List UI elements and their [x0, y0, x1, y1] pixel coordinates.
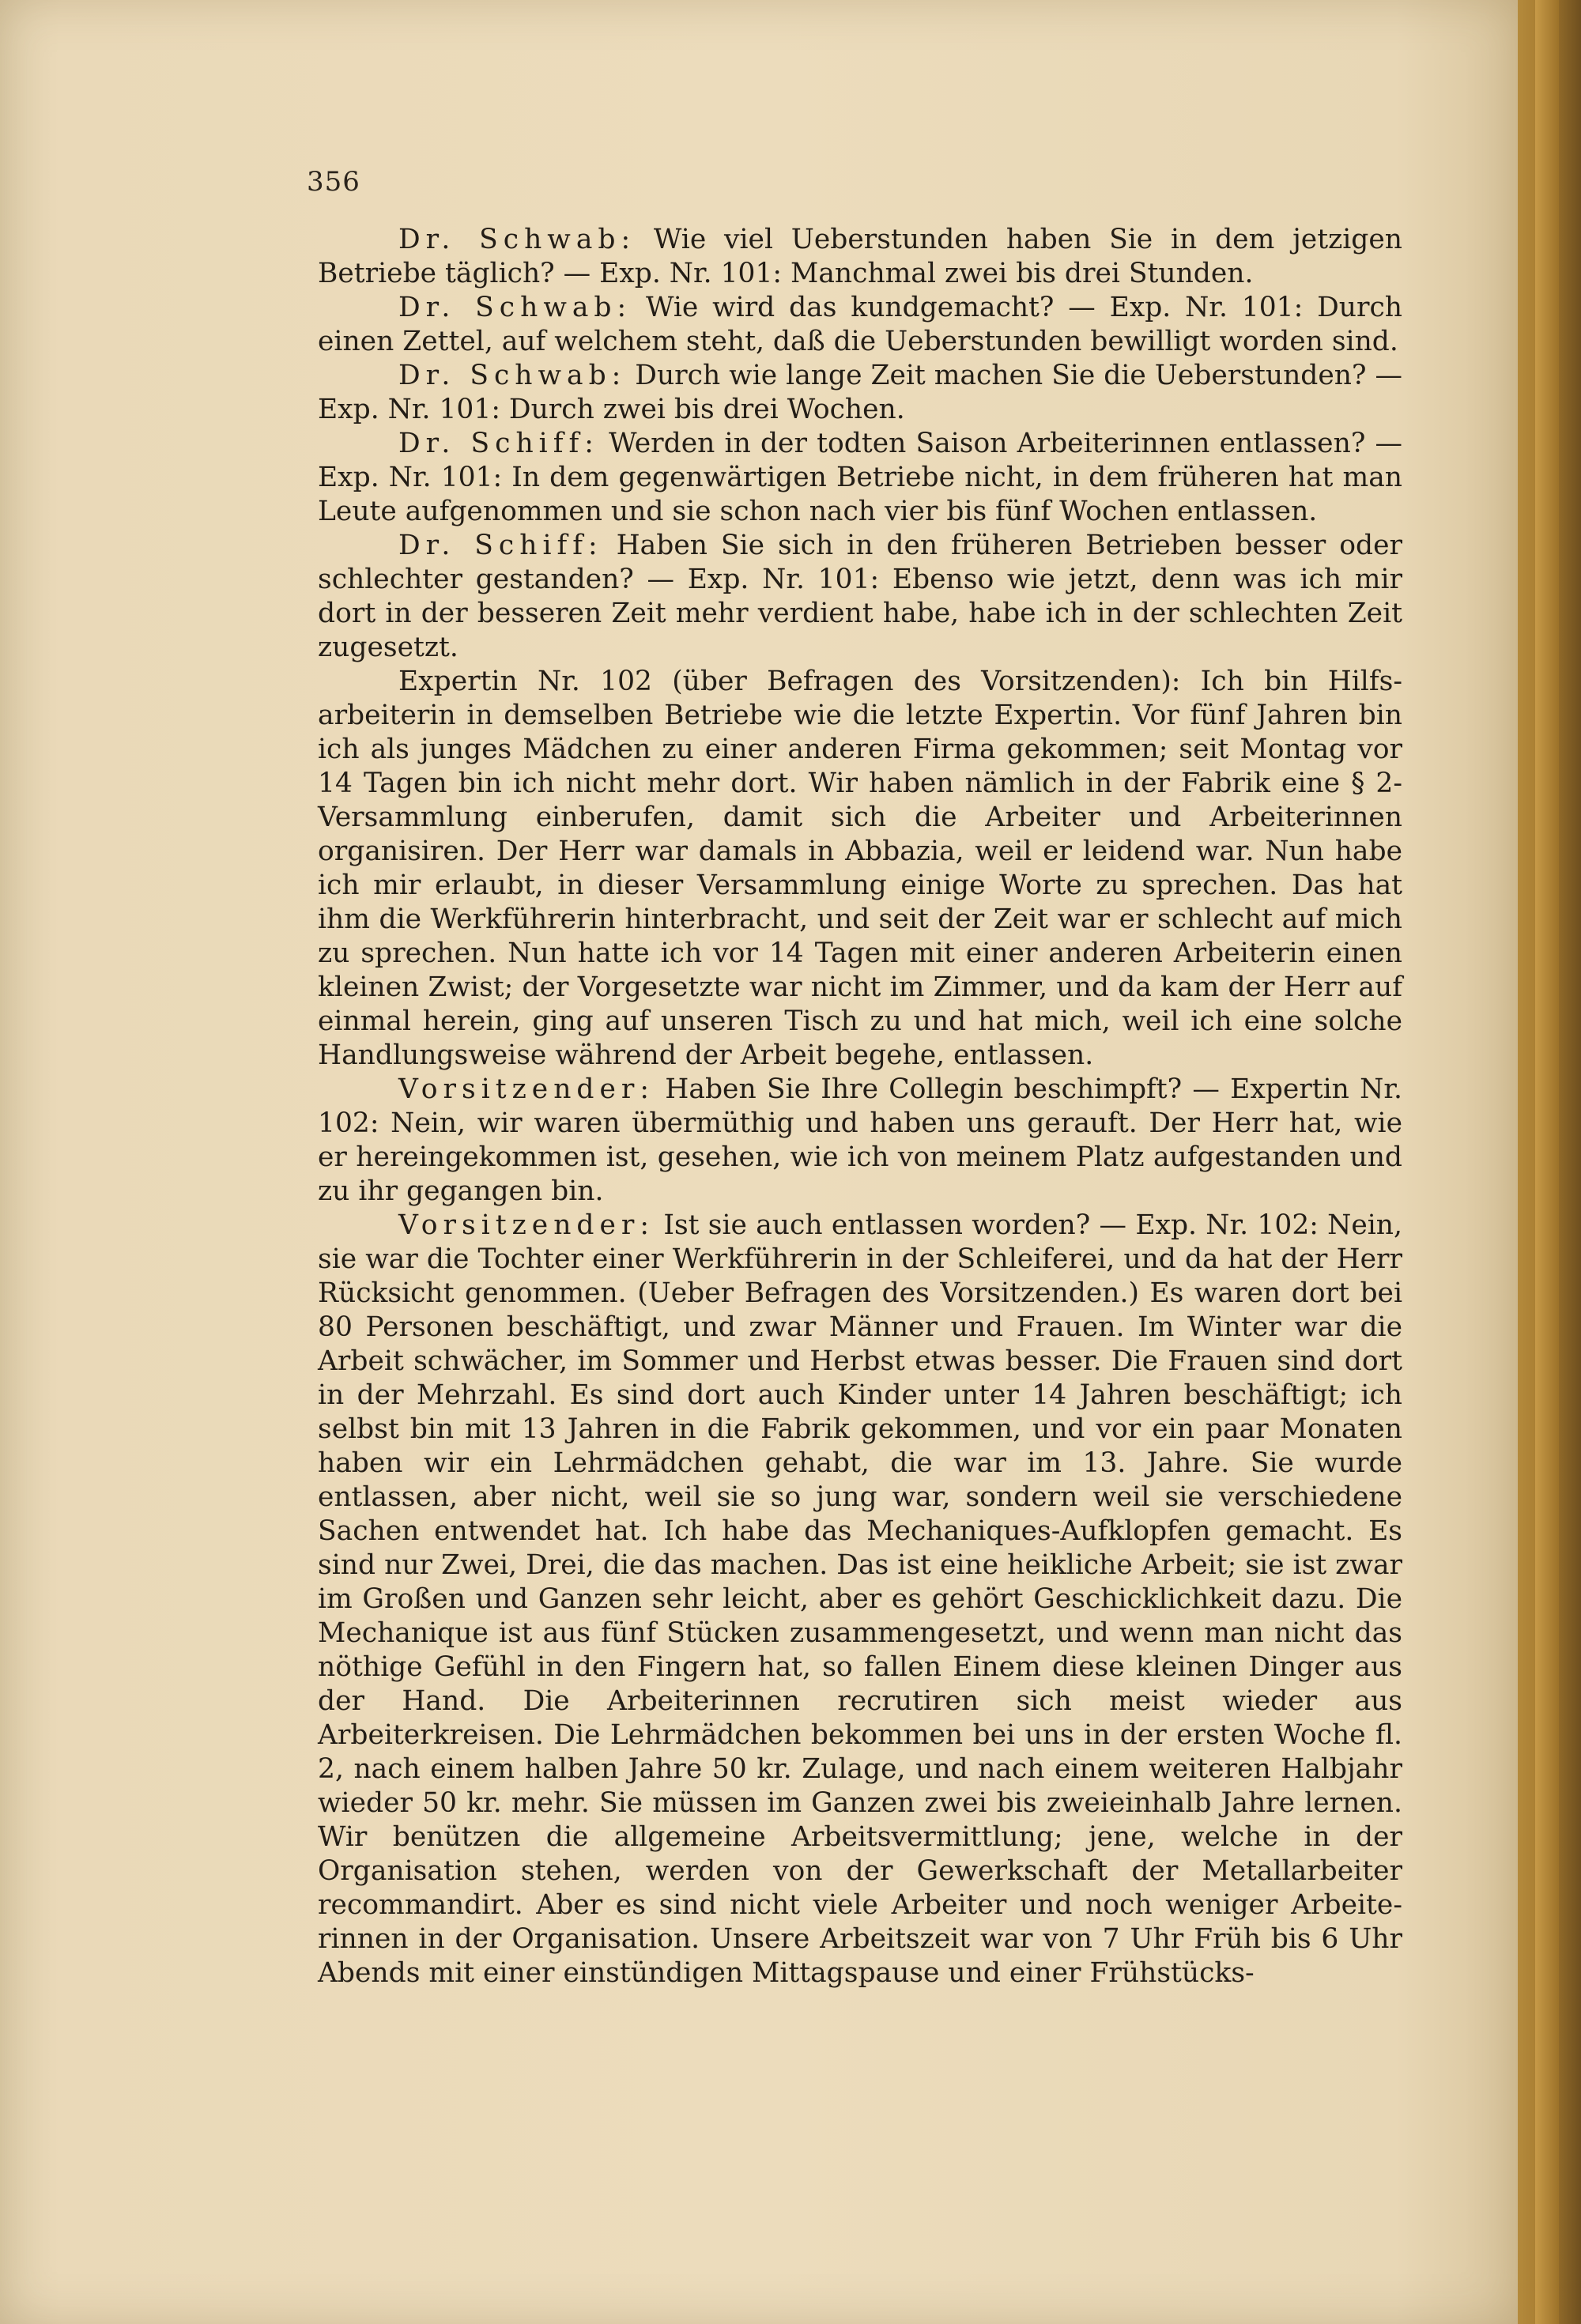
paragraph [318, 291, 1402, 359]
speaker-name: Dr. Schwab: [398, 360, 627, 391]
paragraph [318, 1073, 1402, 1209]
paragraph-text: Haben Sie sich in den früheren Betrieben besser oder schlechter gestanden? — Exp. Nr. 101: Ebenso wie jetzt, denn was ich mir dort in der besseren Zeit mehr verdient habe, habe ich in der schlechten Zeit zugesetzt. [318, 530, 1403, 663]
speaker-name: Dr. Schiff: [398, 530, 603, 561]
speaker-name: Vorsitzender: [398, 1209, 655, 1241]
paragraph-text: Haben Sie Ihre Collegin beschimpft? — Expertin Nr. 102: Nein, wir waren übermüthig und haben uns gerauft. Der Herr hat, wie er hereingekommen ist, gesehen, wie ich von meinem Platz aufgestanden und zu ihr gegangen bin. [318, 1073, 1402, 1207]
paragraph-text: Durch wie lange Zeit machen Sie die Ueberstunden? — Exp. Nr. 101: Durch zwei bis drei Wochen. [318, 360, 1403, 425]
paragraph-text: Wie viel Ueberstunden haben Sie in dem jetzigen Betriebe täglich? — Exp. Nr. 101: Manchmal zwei bis drei Stunden. [318, 224, 1403, 289]
paragraph-text: Werden in der todten Saison Arbeiterinnen entlassen? — Exp. Nr. 101: In dem gegenwärtigen Betriebe nicht, in dem früheren hat man Leute aufgenommen und sie schon nach vier bis fünf Wochen entlassen. [318, 428, 1402, 527]
paragraph [318, 665, 1402, 1073]
paragraph-text: Wie wird das kundgemacht? — Exp. Nr. 101: Durch einen Zettel, auf welchem steht, daß die Ueberstunden bewilligt worden sind. [318, 292, 1403, 357]
paragraph [318, 1209, 1402, 1990]
paragraph [318, 223, 1402, 291]
book-binding-edge [1518, 0, 1581, 2324]
paragraph [318, 359, 1402, 427]
body-text [318, 223, 1402, 1990]
paragraph-text: Expertin Nr. 102 (über Befragen des Vorsitzenden): Ich bin Hilfsarbeiterin in demselben Betriebe wie die letzte Expertin. Vor fünf Jahren bin ich als junges Mädchen zu einer anderen Firma gekommen; seit Montag vor 14 Tagen bin ich nicht mehr dort. Wir haben nämlich in der Fabrik eine § 2-Versammlung einberufen, damit sich die Arbeiter und Arbeiterinnen organisiren. Der Herr war damals in Abbazia, weil er leidend war. Nun habe ich mir erlaubt, in dieser Versammlung einige Worte zu sprechen. Das hat ihm die Werkführerin hinterbracht, und seit der Zeit war er schlecht auf mich zu sprechen. Nun hatte ich vor 14 Tagen mit einer anderen Arbeiterin einen kleinen Zwist; der Vorgesetzte war nicht im Zimmer, und da kam der Herr auf einmal herein, ging auf unseren Tisch zu und hat mich, weil ich eine solche Handlungsweise während der Arbeit begehe, entlassen. [318, 666, 1402, 1071]
speaker-name: Dr. Schwab: [398, 292, 632, 323]
speaker-name: Vorsitzender: [398, 1073, 655, 1105]
speaker-name: Dr. Schwab: [398, 224, 636, 255]
paragraph-text: Ist sie auch entlassen worden? — Exp. Nr. 102: Nein, sie war die Tochter einer Werkführerin in der Schleiferei, und da hat der Herr Rücksicht genommen. (Ueber Befragen des Vorsitzenden.) Es waren dort bei 80 Personen beschäftigt, und zwar Männer und Frauen. Im Winter war die Arbeit schwächer, im Sommer und Herbst etwas besser. Die Frauen sind dort in der Mehrzahl. Es sind dort auch Kinder unter 14 Jahren beschäftigt; ich selbst bin mit 13 Jahren in die Fabrik gekommen, und vor ein paar Monaten haben wir ein Lehrmädchen gehabt, die war im 13. Jahre. Sie wurde entlassen, aber nicht, weil sie so jung war, sondern weil sie verschiedene Sachen entwendet hat. Ich habe das Mechaniques-Aufklopfen gemacht. Es sind nur Zwei, Drei, die das machen. Das ist eine heikliche Arbeit; sie ist zwar im Großen und Ganzen sehr leicht, aber es gehört Geschicklichkeit dazu. Die Mechanique ist aus fünf Stücken zusammengesetzt, und wenn man nicht das nöthige Gefühl in den Fingern hat, so fallen Einem diese kleinen Dinger aus der Hand. Die Arbeiterinnen recrutiren sich meist wieder aus Arbeiterkreisen. Die Lehrmädchen bekommen bei uns in der ersten Woche fl. 2, nach einem halben Jahre 50 kr. Zulage, und nach einem weiteren Halbjahr wieder 50 kr. mehr. Sie müssen im Ganzen zwei bis zweieinhalb Jahre lernen. Wir benützen die allgemeine Arbeitsvermittlung; jene, welche in der Organisation stehen, werden von der Gewerkschaft der Metallarbeiter recommandirt. Aber es sind nicht viele Arbeiter und noch weniger Arbeiterinnen in der Organisation. Unsere Arbeitszeit war von 7 Uhr Früh bis 6 Uhr Abends mit einer einstündigen Mittagspause und einer Frühstücks- [318, 1209, 1402, 1989]
speaker-name: Dr. Schiff: [398, 428, 599, 459]
page-number: 356 [307, 166, 360, 198]
paragraph [318, 529, 1402, 665]
paragraph [318, 427, 1402, 529]
binding-strip [1535, 0, 1559, 2324]
